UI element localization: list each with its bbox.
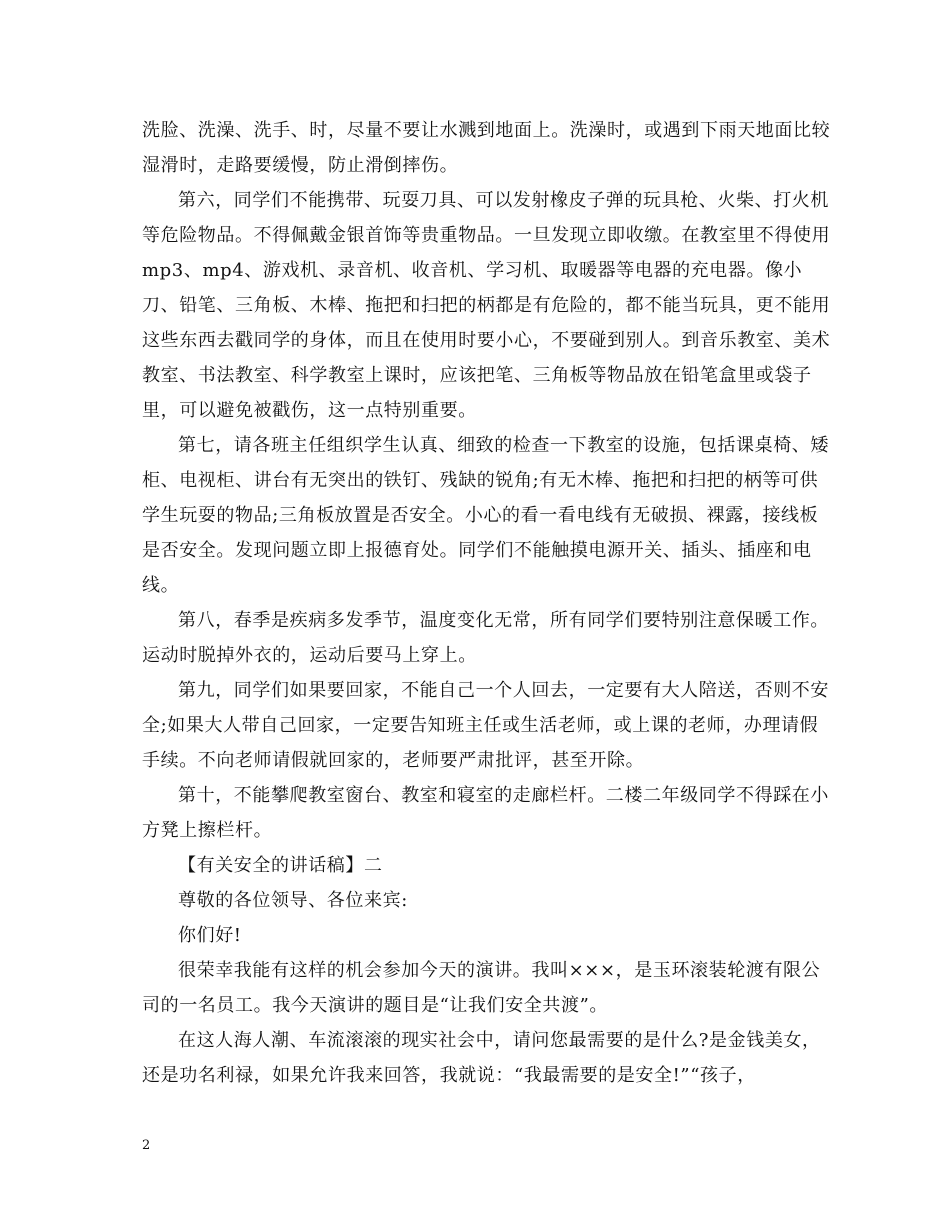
paragraph-introduction: 很荣幸我能有这样的机会参加今天的演讲。我叫×××，是玉环滚装轮渡有限公司的一名员工。我今天演讲的题目是“让我们安全共渡”。	[142, 960, 821, 1016]
paragraph-question: 在这人海人潮、车流滚滚的现实社会中，请问您最需要的是什么?是金钱美女，还是功名利禄，如果允许我来回答，我就说：“我最需要的是安全!”“孩子，	[142, 1030, 821, 1086]
paragraph-rule-nine: 第九，同学们如果要回家，不能自己一个人回去，一定要有大人陪送，否则不安全;如果大人带自己回家，一定要告知班主任或生活老师，或上课的老师，办理请假手续。不向老师请假就回家的，老师要严肃批评，甚至开除。	[142, 680, 829, 771]
paragraph-rule-seven: 第七，请各班主任组织学生认真、细致的检查一下教室的设施，包括课桌椅、矮柜、电视柜、讲台有无突出的铁钉、残缺的锐角;有无木棒、拖把和扫把的柄等可供学生玩耍的物品;三角板放置是否安全。小心的看一看电线有无破损、裸露，接线板是否安全。发现问题立即上报德育处。同学们不能触摸电源开关、插头、插座和电线。	[142, 435, 829, 596]
document-body	[142, 113, 832, 1093]
paragraph-rule-six: 第六，同学们不能携带、玩耍刀具、可以发射橡皮子弹的玩具枪、火柴、打火机等危险物品。不得佩戴金银首饰等贵重物品。一旦发现立即收缴。在教室里不得使用mp3、mp4、游戏机、录音机、收音机、学习机、取暖器等电器的充电器。像小刀、铅笔、三角板、木棒、拖把和扫把的柄都是有危险的，都不能当玩具，更不能用这些东西去戳同学的身体，而且在使用时要小心，不要碰到别人。到音乐教室、美术教室、书法教室、科学教室上课时，应该把笔、三角板等物品放在铅笔盒里或袋子里，可以避免被戳伤，这一点特别重要。	[142, 190, 831, 421]
salutation: 尊敬的各位领导、各位来宾:	[178, 890, 408, 911]
greeting: 你们好!	[178, 925, 242, 946]
paragraph-continuation: 洗脸、洗澡、洗手、时，尽量不要让水溅到地面上。洗澡时，或遇到下雨天地面比较湿滑时，走路要缓慢，防止滑倒摔伤。	[142, 120, 831, 176]
section-heading: 【有关安全的讲话稿】二	[178, 855, 383, 876]
page-number: 2	[142, 1138, 151, 1153]
paragraph-rule-ten: 第十，不能攀爬教室窗台、教室和寝室的走廊栏杆。二楼二年级同学不得踩在小方凳上擦栏杆。	[142, 785, 829, 841]
paragraph-rule-eight: 第八，春季是疾病多发季节，温度变化无常，所有同学们要特别注意保暖工作。运动时脱掉外衣的，运动后要马上穿上。	[142, 610, 829, 666]
